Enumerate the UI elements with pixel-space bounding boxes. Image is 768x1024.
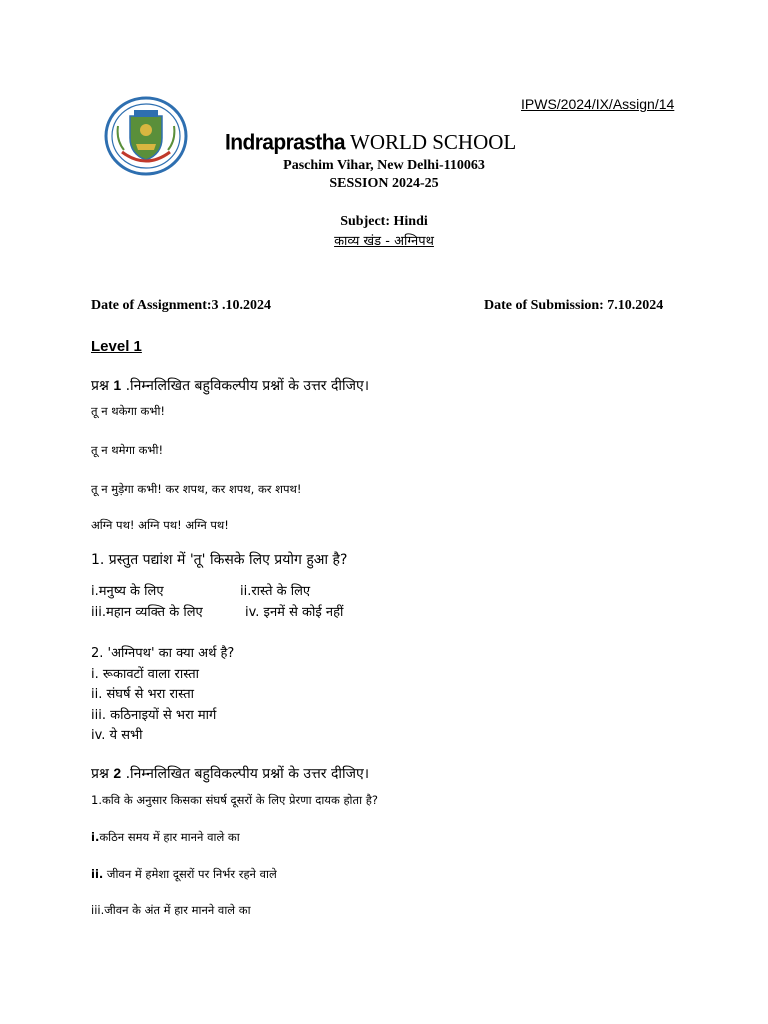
poem-line: तू न थमेगा कभी! xyxy=(91,443,164,457)
section1-heading-number: 1 xyxy=(113,377,122,393)
poem-line: तू न थकेगा कभी! xyxy=(91,404,166,418)
assignment-ref-code: IPWS/2024/IX/Assign/14 xyxy=(521,96,675,112)
q2-option-2: ii. संघर्ष से भरा रास्ता xyxy=(91,687,194,702)
question-1: 1. प्रस्तुत पद्यांश में 'तू' किसके लिए प्रयोग हुआ है? xyxy=(91,552,348,568)
q2-option-4: iv. ये सभी xyxy=(91,728,143,743)
s2-option-3: iii.जीवन के अंत में हार मानने वाले का xyxy=(91,903,251,917)
q1-option-2: ii.रास्ते के लिए xyxy=(240,584,311,599)
q1-option-3: iii.महान व्यक्ति के लिए xyxy=(91,605,203,620)
school-name xyxy=(225,130,516,155)
section2-heading-text: .निम्नलिखित बहुविकल्पीय प्रश्नों के उत्तर दीजिए। xyxy=(121,766,370,782)
question-2: 2. 'अग्निपथ' का क्या अर्थ है? xyxy=(91,646,235,661)
session-line: SESSION 2024-25 xyxy=(329,176,439,191)
section1-heading xyxy=(91,376,369,395)
s2-option-1-text: कठिन समय में हार मानने वाले का xyxy=(99,830,240,844)
date-of-submission: Date of Submission: 7.10.2024 xyxy=(484,298,664,313)
s2-option-2-number: ii. xyxy=(91,867,104,881)
q2-option-3: iii. कठिनाइयों से भरा मार्ग xyxy=(91,708,217,723)
s2-option-1-number: i. xyxy=(91,830,100,844)
topic-title: काव्य खंड - अग्निपथ xyxy=(334,234,434,249)
school-name-rest: WORLD SCHOOL xyxy=(350,130,517,154)
s2-option-1 xyxy=(91,830,240,845)
poem-line: तू न मुड़ेगा कभी! कर शपथ, कर शपथ, कर शपथ! xyxy=(91,482,302,496)
s2-option-2 xyxy=(91,867,277,882)
school-address: Paschim Vihar, New Delhi-110063 xyxy=(283,158,485,173)
poem-line: अग्नि पथ! अग्नि पथ! अग्नि पथ! xyxy=(91,518,229,532)
q2-option-1: i. रूकावटों वाला रास्ता xyxy=(91,667,200,682)
section2-heading xyxy=(91,764,369,783)
school-name-brand: Indraprastha xyxy=(225,130,345,155)
date-of-assignment: Date of Assignment:3 .10.2024 xyxy=(91,298,272,313)
section1-heading-text: .निम्नलिखित बहुविकल्पीय प्रश्नों के उत्तर दीजिए। xyxy=(121,378,370,394)
q1-option-1: i.मनुष्य के लिए xyxy=(91,584,164,599)
section2-heading-prefix: प्रश्न xyxy=(91,766,114,782)
q1-option-4: iv. इनमें से कोई नहीं xyxy=(245,605,344,620)
section1-heading-prefix: प्रश्न xyxy=(91,378,114,394)
s2-option-2-text: जीवन में हमेशा दूसरों पर निर्भर रहने वाले xyxy=(103,867,277,881)
section2-question-1: 1.कवि के अनुसार किसका संघर्ष दूसरों के लिए प्रेरणा दायक होता है? xyxy=(91,793,378,807)
level-title: Level 1 xyxy=(91,338,142,355)
section2-heading-number: 2 xyxy=(113,765,122,781)
subject-line: Subject: Hindi xyxy=(340,214,428,229)
